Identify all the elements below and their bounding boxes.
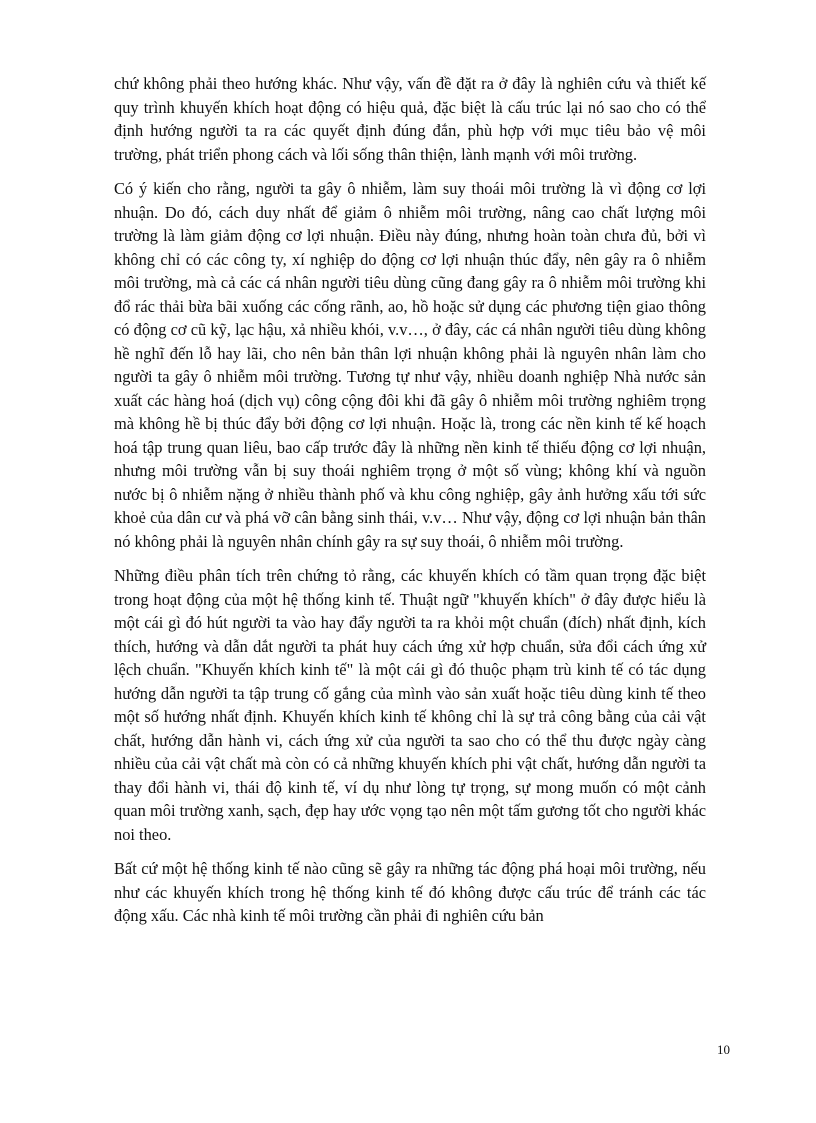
page-number: 10 bbox=[717, 1042, 730, 1057]
paragraph-1: chứ không phải theo hướng khác. Như vậy, vấn đề đặt ra ở đây là nghiên cứu và thiết kế quy trình khuyến khích hoạt động có hiệu quả, đặc biệt là cấu trúc lại nó sao cho có thể định hướng người ta ra các quyết định đúng đắn, phù hợp với mục tiêu bảo vệ môi trường, phát triển phong cách và lối sống thân thiện, lành mạnh với môi trường. bbox=[114, 74, 706, 164]
paragraph-2: Có ý kiến cho rằng, người ta gây ô nhiễm, làm suy thoái môi trường là vì động cơ lợi nhuận. Do đó, cách duy nhất để giảm ô nhiễm môi trường, nâng cao chất lượng môi trường là làm giảm động cơ lợi nhuận. Điều này đúng, nhưng hoàn toàn chưa đủ, bởi vì không chỉ có các công ty, xí nghiệp do động cơ lợi nhuận thúc đẩy, nên gây ra ô nhiễm môi trường, mà cả các cá nhân người tiêu dùng cũng đang gây ra ô nhiễm môi trường khi đổ rác thải bừa bãi xuống các cống rãnh, ao, hồ hoặc sử dụng các phương tiện giao thông có động cơ cũ kỹ, lạc hậu, xả nhiều khói, v.v…, ở đây, các cá nhân người tiêu dùng không hề nghĩ đến lỗ hay lãi, cho nên bản thân lợi nhuận không phải là nguyên nhân làm cho người ta gây ô nhiễm môi trường. Tương tự như vậy, nhiều doanh nghiệp Nhà nước sản xuất các hàng hoá (dịch vụ) công cộng đôi khi đã gây ô nhiễm môi trường nghiêm trọng mà không hề bị thúc đẩy bởi động cơ lợi nhuận. Hoặc là, trong các nền kinh tế kế hoạch hoá tập trung quan liêu, bao cấp trước đây là những nền kinh tế thiếu động cơ lợi nhuận, nhưng môi trường vẫn bị suy thoái nghiêm trọng ở một số vùng; không khí và nguồn nước bị ô nhiễm nặng ở nhiều thành phố và khu công nghiệp, gây ảnh hưởng xấu tới sức khoẻ của dân cư và phá vỡ cân bằng sinh thái, v.v… Như vậy, động cơ lợi nhuận bản thân nó không phải là nguyên nhân chính gây ra sự suy thoái, ô nhiễm môi trường. bbox=[114, 179, 706, 551]
paragraph-4: Bất cứ một hệ thống kinh tế nào cũng sẽ gây ra những tác động phá hoại môi trường, nếu như các khuyến khích trong hệ thống kinh tế đó không được cấu trúc để tránh các tác động xấu. Các nhà kinh tế môi trường cần phải đi nghiên cứu bản bbox=[114, 859, 706, 925]
document-page bbox=[114, 72, 706, 939]
paragraph-3: Những điều phân tích trên chứng tỏ rằng, các khuyến khích có tầm quan trọng đặc biệt trong hoạt động của một hệ thống kinh tế. Thuật ngữ "khuyến khích" ở đây được hiểu là một cái gì đó hút người ta vào hay đẩy người ta ra khỏi một chuẩn (đích) nhất định, kích thích, hướng và dẫn dắt người ta phát huy cách ứng xử hợp chuẩn, sửa đổi cách ứng xử lệch chuẩn. "Khuyến khích kinh tế" là một cái gì đó thuộc phạm trù kinh tế có tác dụng hướng dẫn người ta tập trung cố gắng của mình vào sản xuất hoặc tiêu dùng kinh tế theo một số hướng nhất định. Khuyến khích kinh tế không chỉ là sự trả công bằng của cải vật chất, hướng dẫn hành vi, cách ứng xử của người ta sao cho có thể thu được ngày càng nhiều của cải vật chất mà còn có cả những khuyến khích phi vật chất, hướng dẫn người ta thay đổi hành vi, thái độ kinh tế, ví dụ như lòng tự trọng, sự mong muốn có một cảnh quan môi trường xanh, sạch, đẹp hay ước vọng tạo nên một tấm gương tốt cho người khác noi theo. bbox=[114, 566, 706, 844]
